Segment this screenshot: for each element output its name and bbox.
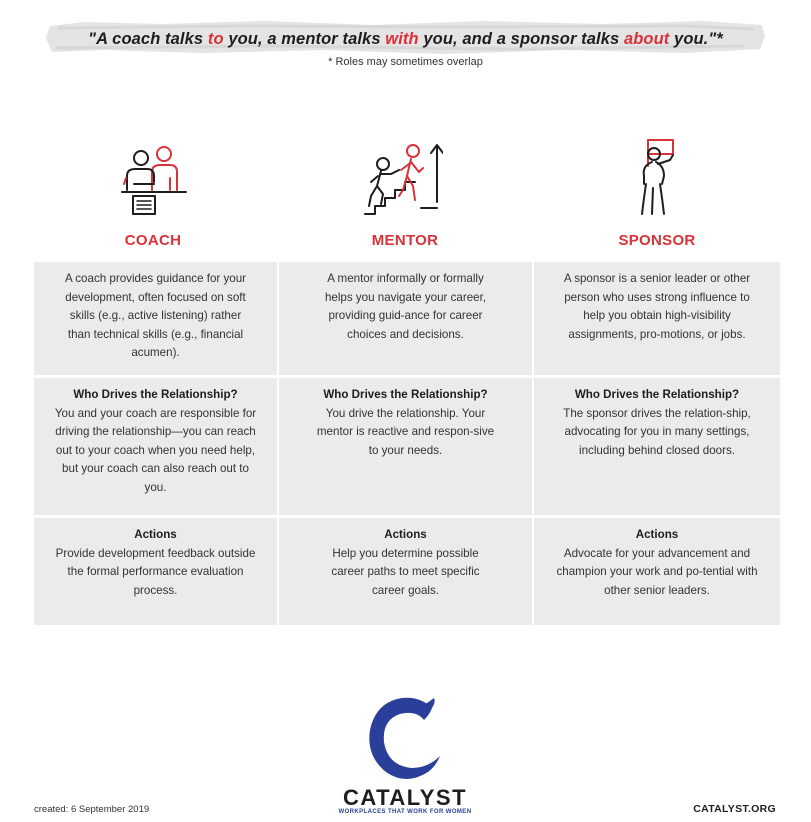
coach-actions-text: Provide development feedback outside the formal performance evaluation process.: [55, 546, 256, 597]
sponsor-icon: [618, 138, 698, 220]
coach-drives-text: You and your coach are responsible for driving the relationship—you can reach out to your coach when you need help, but your coach can also reach out to you.: [54, 406, 257, 494]
sponsor-description: A sponsor is a senior leader or other person who uses strong influence to help you obtain high-visibility assignments, pro-motions, or jobs.: [563, 272, 751, 341]
header-quote: "A coach talks to you, a mentor talks with you, and a sponsor talks about you."*: [88, 30, 723, 48]
mentor-description: A mentor informally or formally helps you navigate your career, providing guid-ance for career choices and decisions.: [324, 272, 487, 341]
mentor-description-cell: [279, 262, 532, 375]
mentor-icon: [363, 138, 443, 220]
sponsor-drives-cell: [534, 378, 780, 515]
sponsor-actions-cell: [534, 518, 780, 625]
sponsor-drives-text: The sponsor drives the relation-ship, advocating for you in many settings, including behind closed doors.: [563, 406, 751, 457]
created-date: created: 6 September 2019: [34, 804, 150, 815]
mentor-actions-heading: Actions: [384, 528, 427, 541]
brand-tagline: WORKPLACES THAT WORK FOR WOMEN: [338, 809, 472, 815]
sponsor-actions-text: Advocate for your advancement and champion your work and po-tential with other senior leaders.: [556, 546, 758, 597]
coach-description-cell: [34, 262, 277, 375]
coach-drives-cell: [34, 378, 277, 515]
catalyst-logo-icon: [362, 694, 448, 784]
coach-actions-cell: [34, 518, 277, 625]
mentor-actions-text: Help you determine possible career paths to meet specific career goals.: [331, 546, 480, 597]
sponsor-title: SPONSOR: [618, 232, 696, 249]
sponsor-drives-heading: Who Drives the Relationship?: [574, 388, 740, 401]
website-link[interactable]: CATALYST.ORG: [693, 803, 776, 815]
mentor-drives-cell: [279, 378, 532, 515]
sponsor-description-cell: [534, 262, 780, 375]
mentor-drives-heading: Who Drives the Relationship?: [323, 388, 488, 401]
coach-actions-heading: Actions: [134, 528, 177, 541]
coach-icon: [114, 138, 194, 220]
sponsor-actions-heading: Actions: [635, 528, 679, 541]
roles-comparison-table: [34, 262, 780, 625]
mentor-title: MENTOR: [371, 232, 439, 249]
coach-drives-heading: Who Drives the Relationship?: [73, 388, 238, 401]
mentor-actions-cell: [279, 518, 532, 625]
overlap-note: * Roles may sometimes overlap: [328, 56, 483, 68]
coach-description: A coach provides guidance for your development, often focused on soft skills (e.g., active listening) rather than technical skills (e.g., financial acumen).: [64, 272, 247, 360]
coach-title: COACH: [124, 232, 182, 249]
mentor-drives-text: You drive the relationship. Your mentor is reactive and respon-sive to your needs.: [316, 406, 495, 457]
brand-name: CATALYST: [342, 785, 468, 810]
